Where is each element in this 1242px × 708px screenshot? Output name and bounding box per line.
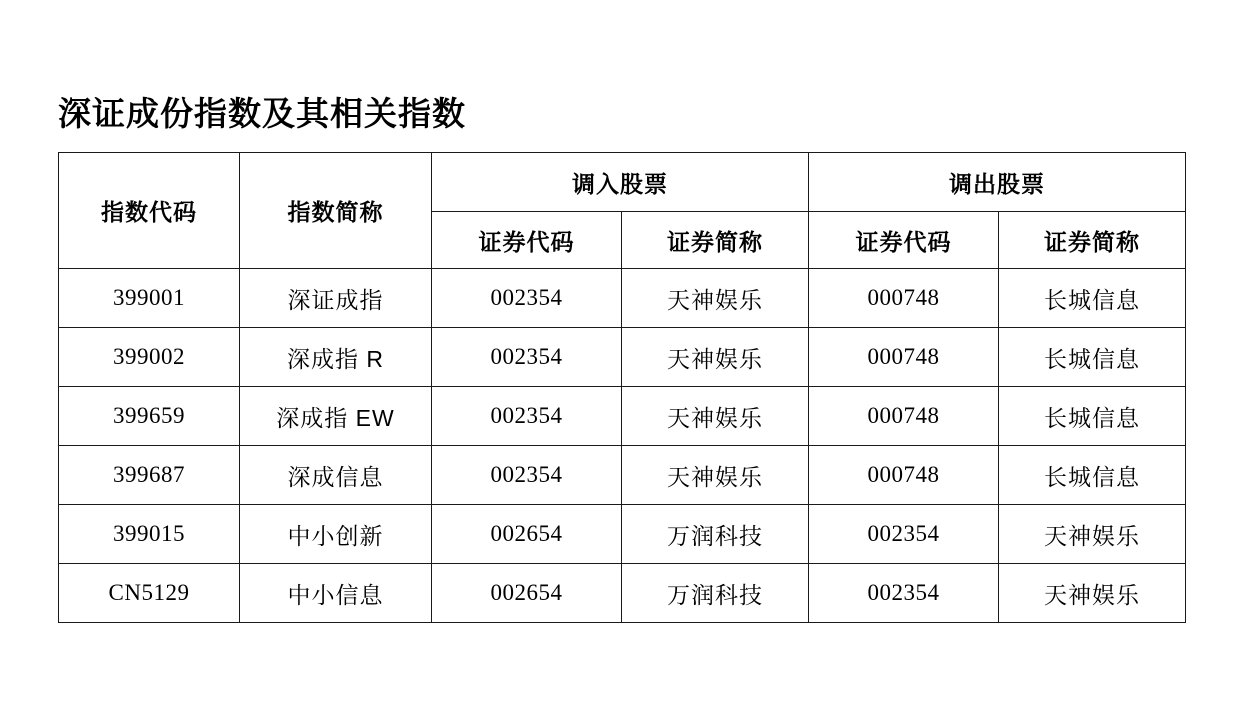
cell-index-name: 深成指 R <box>240 328 432 387</box>
cell-removed-code: 000748 <box>809 328 999 387</box>
cell-removed-code: 000748 <box>809 387 999 446</box>
cell-added-code: 002354 <box>432 328 622 387</box>
table-row <box>59 564 1186 623</box>
cell-added-name: 万润科技 <box>622 505 809 564</box>
cell-index-name: 中小信息 <box>240 564 432 623</box>
page-title: 深证成份指数及其相关指数 <box>58 95 466 132</box>
cell-removed-name: 天神娱乐 <box>999 564 1186 623</box>
column-header-added-code: 证券代码 <box>432 212 622 269</box>
column-group-header-removed: 调出股票 <box>809 153 1186 212</box>
cell-index-name: 深成指 EW <box>240 387 432 446</box>
cell-removed-code: 002354 <box>809 505 999 564</box>
column-header-removed-name: 证券简称 <box>999 212 1186 269</box>
cell-removed-name: 长城信息 <box>999 387 1186 446</box>
cell-index-name: 深成信息 <box>240 446 432 505</box>
column-header-added-name: 证券简称 <box>622 212 809 269</box>
cell-added-name: 万润科技 <box>622 564 809 623</box>
cell-removed-name: 长城信息 <box>999 269 1186 328</box>
table-row <box>59 328 1186 387</box>
table-head <box>59 153 1186 269</box>
cell-removed-name: 天神娱乐 <box>999 505 1186 564</box>
cell-added-code: 002354 <box>432 446 622 505</box>
table-row <box>59 505 1186 564</box>
cell-index-name: 深证成指 <box>240 269 432 328</box>
column-group-header-added: 调入股票 <box>432 153 809 212</box>
table-row <box>59 446 1186 505</box>
cell-added-name: 天神娱乐 <box>622 446 809 505</box>
cell-index-code: CN5129 <box>59 564 240 623</box>
cell-index-code: 399002 <box>59 328 240 387</box>
cell-index-code: 399687 <box>59 446 240 505</box>
column-header-index-name: 指数简称 <box>240 153 432 269</box>
index-adjustment-table-container <box>58 152 1185 623</box>
cell-added-code: 002354 <box>432 387 622 446</box>
cell-removed-code: 000748 <box>809 269 999 328</box>
table-row <box>59 269 1186 328</box>
cell-added-name: 天神娱乐 <box>622 387 809 446</box>
cell-index-code: 399001 <box>59 269 240 328</box>
cell-added-code: 002654 <box>432 505 622 564</box>
column-header-index-code: 指数代码 <box>59 153 240 269</box>
cell-removed-code: 000748 <box>809 446 999 505</box>
cell-index-code: 399659 <box>59 387 240 446</box>
cell-removed-name: 长城信息 <box>999 446 1186 505</box>
cell-added-name: 天神娱乐 <box>622 328 809 387</box>
cell-removed-name: 长城信息 <box>999 328 1186 387</box>
cell-added-code: 002354 <box>432 269 622 328</box>
cell-added-code: 002654 <box>432 564 622 623</box>
table-header-row-group <box>59 153 1186 212</box>
cell-added-name: 天神娱乐 <box>622 269 809 328</box>
cell-removed-code: 002354 <box>809 564 999 623</box>
cell-index-code: 399015 <box>59 505 240 564</box>
cell-index-name: 中小创新 <box>240 505 432 564</box>
column-header-removed-code: 证券代码 <box>809 212 999 269</box>
table-body <box>59 269 1186 623</box>
index-adjustment-table <box>58 152 1186 623</box>
table-row <box>59 387 1186 446</box>
